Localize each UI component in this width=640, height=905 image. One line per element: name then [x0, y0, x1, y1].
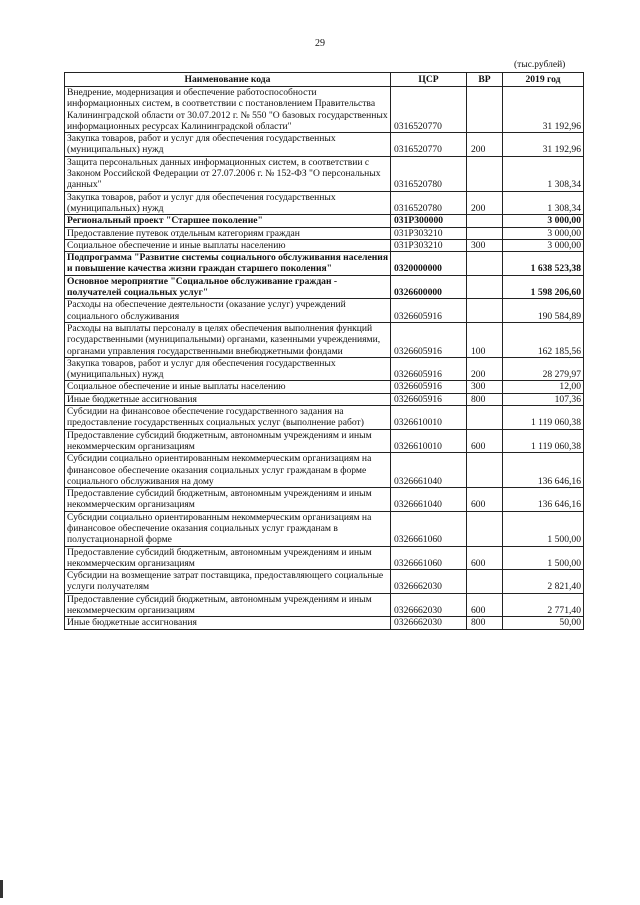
table-row: [65, 617, 584, 629]
row-vr-cell: [467, 511, 503, 546]
row-vr-cell: [467, 252, 503, 276]
row-csr-cell: 0326605916: [391, 299, 467, 323]
row-amount-cell: 1 500,00: [503, 511, 584, 546]
row-amount-cell: 3 000,00: [503, 239, 584, 251]
row-name-cell: Субсидии на возмещение затрат поставщика, предоставляющего социальные услуги получателям: [65, 570, 391, 594]
row-vr-cell: 800: [467, 617, 503, 629]
row-csr-cell: 0316520780: [391, 191, 467, 215]
table-row: [65, 593, 584, 617]
row-name-cell: Субсидии на финансовое обеспечение государственного задания на предоставление государственных социальных услуг (выполнение работ): [65, 406, 391, 430]
row-vr-cell: 200: [467, 191, 503, 215]
table-row: [65, 406, 584, 430]
scan-edge-mark: [0, 880, 3, 898]
row-vr-cell: 200: [467, 357, 503, 381]
units-label: (тыс.рублей): [514, 60, 566, 70]
row-name-cell: Субсидии социально ориентированным некоммерческим организациям на финансовое обеспечение оказания социальных услуг гражданам в форме социального обслуживания на дому: [65, 453, 391, 488]
row-name-cell: Подпрограмма "Развитие системы социального обслуживания населения и повышение качества жизни граждан старшего поколения": [65, 252, 391, 276]
row-vr-cell: 600: [467, 546, 503, 570]
row-vr-cell: 600: [467, 593, 503, 617]
row-name-cell: Закупка товаров, работ и услуг для обеспечения государственных (муниципальных) нужд: [65, 357, 391, 381]
row-amount-cell: 136 646,16: [503, 453, 584, 488]
table-row: [65, 429, 584, 453]
row-amount-cell: 162 185,56: [503, 322, 584, 357]
row-name-cell: Основное мероприятие "Социальное обслуживание граждан - получателей социальных услуг": [65, 275, 391, 299]
row-amount-cell: 12,00: [503, 381, 584, 393]
header-vr: ВР: [467, 73, 503, 87]
budget-table: [64, 72, 584, 630]
row-vr-cell: [467, 453, 503, 488]
row-vr-cell: [467, 156, 503, 191]
row-name-cell: Региональный проект "Старшее поколение": [65, 215, 391, 227]
table-row: [65, 252, 584, 276]
row-name-cell: Предоставление субсидий бюджетным, автономным учреждениям и иным некоммерческим организациям: [65, 546, 391, 570]
row-name-cell: Иные бюджетные ассигнования: [65, 617, 391, 629]
row-csr-cell: 0326600000: [391, 275, 467, 299]
row-name-cell: Внедрение, модернизация и обеспечение работоспособности информационных систем, в соответствии с постановлением Правительства Калининградской области от 30.07.2012 г. № 550 "О базовых государственных информационных ресурсах Калининградской области": [65, 87, 391, 133]
row-amount-cell: 1 500,00: [503, 546, 584, 570]
row-csr-cell: 031P300000: [391, 215, 467, 227]
header-csr: ЦСР: [391, 73, 467, 87]
table-row: [65, 239, 584, 251]
table-row: [65, 570, 584, 594]
row-name-cell: Предоставление субсидий бюджетным, автономным учреждениям и иным некоммерческим организациям: [65, 429, 391, 453]
row-amount-cell: 1 638 523,38: [503, 252, 584, 276]
row-amount-cell: 1 308,34: [503, 156, 584, 191]
table-row: [65, 215, 584, 227]
row-csr-cell: 0320000000: [391, 252, 467, 276]
table-row: [65, 546, 584, 570]
row-name-cell: Защита персональных данных информационных систем, в соответствии с Законом Российской Федерации от 27.07.2006 г. № 152-ФЗ "О персональных данных": [65, 156, 391, 191]
row-name-cell: Закупка товаров, работ и услуг для обеспечения государственных (муниципальных) нужд: [65, 191, 391, 215]
table-row: [65, 393, 584, 405]
row-csr-cell: 0326605916: [391, 381, 467, 393]
table-row: [65, 191, 584, 215]
row-amount-cell: 190 584,89: [503, 299, 584, 323]
row-vr-cell: [467, 406, 503, 430]
row-amount-cell: 1 119 060,38: [503, 429, 584, 453]
row-name-cell: Закупка товаров, работ и услуг для обеспечения государственных (муниципальных) нужд: [65, 133, 391, 157]
row-amount-cell: 31 192,96: [503, 133, 584, 157]
row-name-cell: Иные бюджетные ассигнования: [65, 393, 391, 405]
row-csr-cell: 0326662030: [391, 593, 467, 617]
table-row: [65, 453, 584, 488]
row-vr-cell: 600: [467, 488, 503, 512]
row-csr-cell: 0316520780: [391, 156, 467, 191]
row-csr-cell: 031P303210: [391, 227, 467, 239]
row-csr-cell: 031P303210: [391, 239, 467, 251]
table-row: [65, 133, 584, 157]
row-csr-cell: 0326661040: [391, 488, 467, 512]
row-amount-cell: 3 000,00: [503, 227, 584, 239]
row-vr-cell: 300: [467, 239, 503, 251]
row-vr-cell: [467, 215, 503, 227]
row-amount-cell: 31 192,96: [503, 87, 584, 133]
row-csr-cell: 0326610010: [391, 429, 467, 453]
row-amount-cell: 28 279,97: [503, 357, 584, 381]
row-csr-cell: 0326662030: [391, 617, 467, 629]
page-number: 29: [315, 38, 325, 49]
row-vr-cell: 100: [467, 322, 503, 357]
table-row: [65, 488, 584, 512]
table-row: [65, 322, 584, 357]
row-csr-cell: 0326662030: [391, 570, 467, 594]
row-csr-cell: 0326610010: [391, 406, 467, 430]
row-csr-cell: 0326661060: [391, 546, 467, 570]
row-amount-cell: 2 821,40: [503, 570, 584, 594]
row-name-cell: Предоставление субсидий бюджетным, автономным учреждениям и иным некоммерческим организациям: [65, 488, 391, 512]
row-name-cell: Предоставление путевок отдельным категориям граждан: [65, 227, 391, 239]
row-csr-cell: 0326661040: [391, 453, 467, 488]
row-csr-cell: 0326605916: [391, 357, 467, 381]
table-row: [65, 275, 584, 299]
table-row: [65, 156, 584, 191]
row-amount-cell: 3 000,00: [503, 215, 584, 227]
row-vr-cell: 300: [467, 381, 503, 393]
row-csr-cell: 0316520770: [391, 87, 467, 133]
row-vr-cell: 600: [467, 429, 503, 453]
header-name: Наименование кода: [65, 73, 391, 87]
row-vr-cell: [467, 275, 503, 299]
row-amount-cell: 136 646,16: [503, 488, 584, 512]
row-name-cell: Предоставление субсидий бюджетным, автономным учреждениям и иным некоммерческим организациям: [65, 593, 391, 617]
row-name-cell: Социальное обеспечение и иные выплаты населению: [65, 239, 391, 251]
row-vr-cell: [467, 570, 503, 594]
row-name-cell: Социальное обеспечение и иные выплаты населению: [65, 381, 391, 393]
row-amount-cell: 107,36: [503, 393, 584, 405]
row-csr-cell: 0326605916: [391, 393, 467, 405]
row-csr-cell: 0326661060: [391, 511, 467, 546]
row-vr-cell: 200: [467, 133, 503, 157]
table-row: [65, 511, 584, 546]
row-vr-cell: [467, 87, 503, 133]
row-vr-cell: [467, 227, 503, 239]
row-name-cell: Расходы на обеспечение деятельности (оказание услуг) учреждений социального обслуживания: [65, 299, 391, 323]
row-vr-cell: [467, 299, 503, 323]
row-amount-cell: 50,00: [503, 617, 584, 629]
row-amount-cell: 1 119 060,38: [503, 406, 584, 430]
row-amount-cell: 2 771,40: [503, 593, 584, 617]
row-name-cell: Расходы на выплаты персоналу в целях обеспечения выполнения функций государственными (муниципальными) органами, казенными учреждениями, органами управления государственными внебюджетными фондами: [65, 322, 391, 357]
row-name-cell: Субсидии социально ориентированным некоммерческим организациям на финансовое обеспечение оказания социальных услуг гражданам в полустационарной форме: [65, 511, 391, 546]
row-vr-cell: 800: [467, 393, 503, 405]
table-row: [65, 381, 584, 393]
header-year: 2019 год: [503, 73, 584, 87]
table-header-row: [65, 73, 584, 87]
table-row: [65, 357, 584, 381]
row-csr-cell: 0326605916: [391, 322, 467, 357]
row-csr-cell: 0316520770: [391, 133, 467, 157]
table-row: [65, 227, 584, 239]
table-row: [65, 299, 584, 323]
row-amount-cell: 1 308,34: [503, 191, 584, 215]
table-row: [65, 87, 584, 133]
row-amount-cell: 1 598 206,60: [503, 275, 584, 299]
